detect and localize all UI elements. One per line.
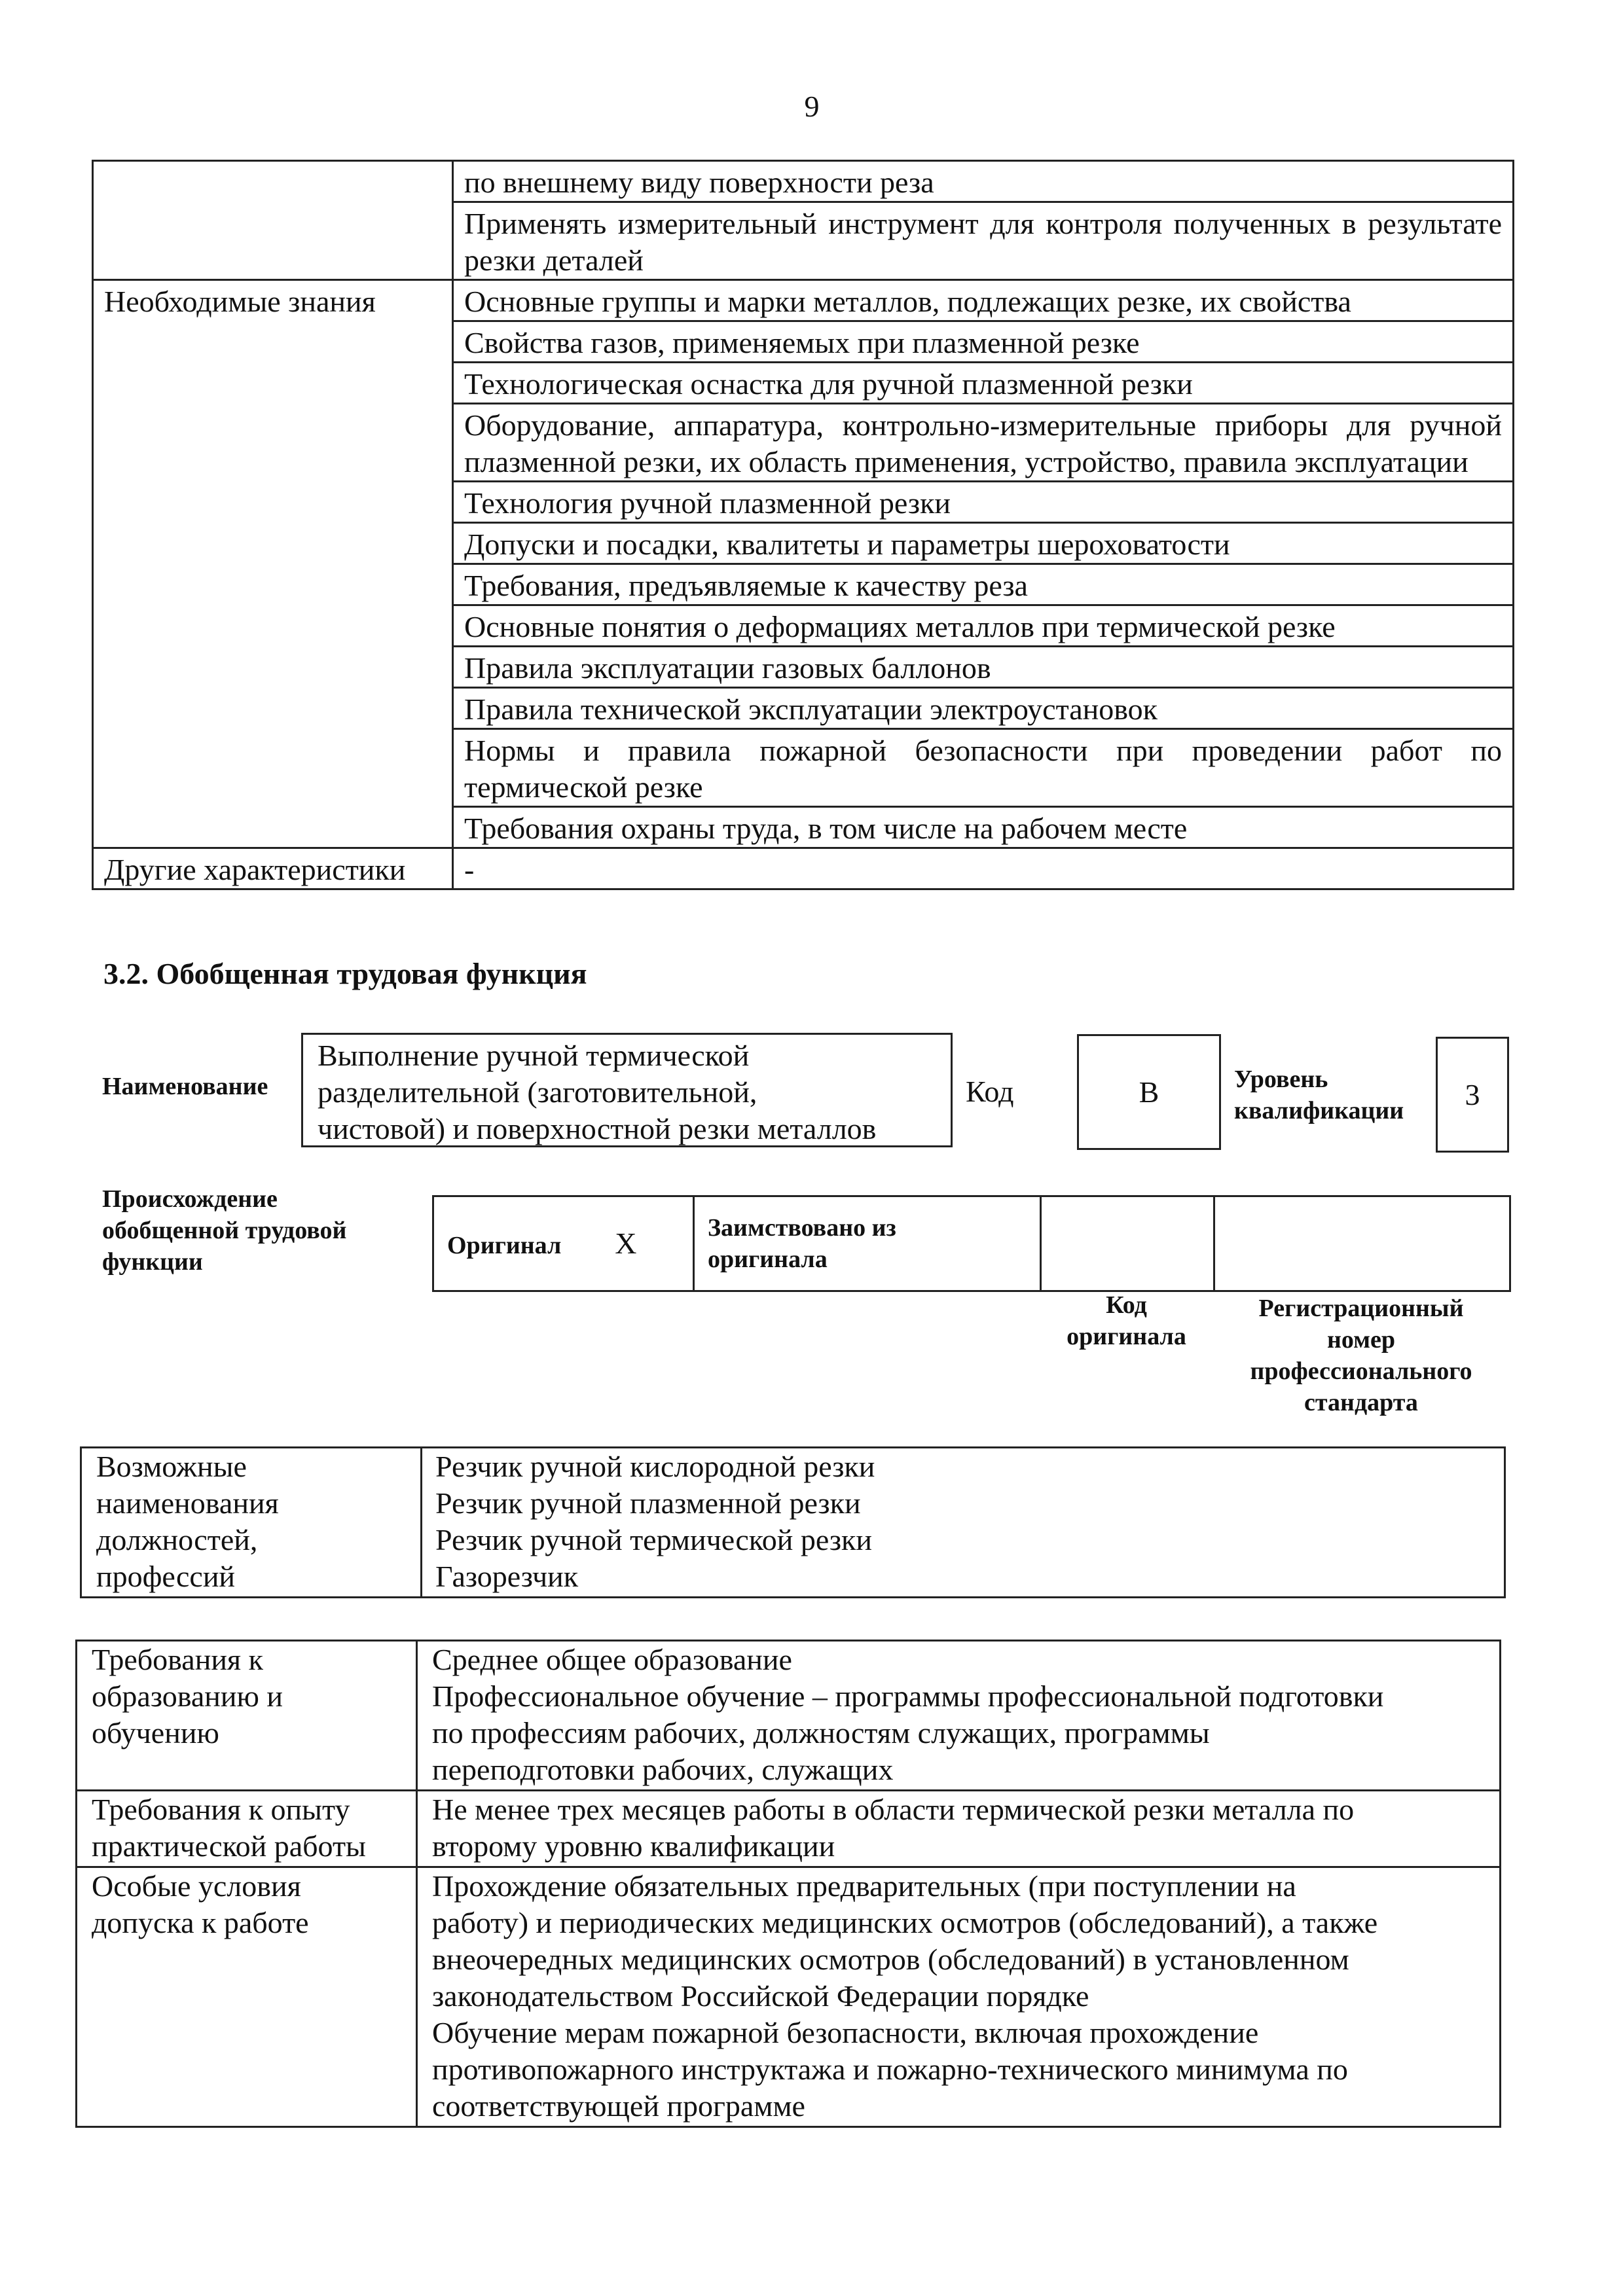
education-line: переподготовки рабочих, служащих bbox=[432, 1753, 894, 1786]
code-label: Код bbox=[966, 1075, 1014, 1108]
experience-label-line: практической работы bbox=[92, 1829, 366, 1863]
caption-code-line: Код bbox=[1106, 1291, 1147, 1319]
origin-table bbox=[432, 1195, 1511, 1292]
experience-line: второму уровню квалификации bbox=[432, 1829, 835, 1863]
borrowed-label-line: Заимствовано из bbox=[708, 1214, 896, 1242]
section-heading: 3.2. Обобщенная трудовая функция bbox=[103, 957, 587, 990]
conditions-line: внеочередных медицинских осмотров (обследований) в установленном bbox=[432, 1943, 1349, 1976]
conditions-line: Прохождение обязательных предварительных (при поступлении на bbox=[432, 1869, 1296, 1903]
name-label: Наименование bbox=[102, 1073, 268, 1100]
positions-table bbox=[80, 1446, 1506, 1598]
code-value: B bbox=[1077, 1034, 1221, 1150]
position-item: Газорезчик bbox=[435, 1560, 579, 1593]
education-value bbox=[417, 1641, 1501, 1791]
knowledge-row: Правила технической эксплуатации электроустановок bbox=[453, 688, 1514, 729]
origin-label bbox=[102, 1183, 346, 1278]
education-label-line: обучению bbox=[92, 1716, 219, 1749]
knowledge-row: Основные понятия о деформациях металлов при термической резке bbox=[453, 605, 1514, 647]
level-value: 3 bbox=[1436, 1037, 1509, 1153]
empty-label-cell bbox=[93, 161, 453, 280]
caption-code-line: оригинала bbox=[1067, 1323, 1186, 1350]
knowledge-row: Допуски и посадки, квалитеты и параметры шероховатости bbox=[453, 523, 1514, 564]
registration-number-cell bbox=[1214, 1196, 1510, 1291]
conditions-line: противопожарного инструктажа и пожарно-технического минимума по bbox=[432, 2053, 1348, 2086]
origin-label-line: обобщенной трудовой bbox=[102, 1217, 347, 1244]
knowledge-label: Необходимые знания bbox=[93, 280, 453, 848]
knowledge-row: Правила эксплуатации газовых баллонов bbox=[453, 647, 1514, 688]
conditions-line: Обучение мерам пожарной безопасности, включая прохождение bbox=[432, 2016, 1259, 2049]
knowledge-row: Основные группы и марки металлов, подлежащих резке, их свойства bbox=[453, 280, 1514, 321]
positions-label-line: наименования bbox=[96, 1486, 279, 1520]
positions-label-line: должностей, bbox=[96, 1523, 258, 1556]
level-label-line: квалификации bbox=[1234, 1097, 1404, 1124]
caption-reg-line: Регистрационный bbox=[1258, 1295, 1464, 1322]
education-line: по профессиям рабочих, должностям служащих, программы bbox=[432, 1716, 1210, 1749]
conditions-label-line: Особые условия bbox=[92, 1869, 301, 1903]
conditions-label-line: допуска к работе bbox=[92, 1906, 309, 1939]
experience-label bbox=[77, 1791, 417, 1867]
caption-reg-line: номер bbox=[1326, 1326, 1396, 1354]
knowledge-row: Технология ручной плазменной резки bbox=[453, 482, 1514, 523]
education-label bbox=[77, 1641, 417, 1791]
conditions-value bbox=[417, 1867, 1501, 2127]
positions-list bbox=[422, 1448, 1505, 1598]
skill-row: Применять измерительный инструмент для контроля полученных в результате резки деталей bbox=[453, 202, 1514, 280]
origin-label-line: Происхождение bbox=[102, 1185, 278, 1213]
knowledge-row: Требования, предъявляемые к качеству реза bbox=[453, 564, 1514, 605]
original-mark: X bbox=[615, 1227, 637, 1260]
original-label: Оригинал bbox=[447, 1232, 562, 1259]
conditions-label bbox=[77, 1867, 417, 2127]
page-number: 9 bbox=[804, 90, 820, 123]
positions-label bbox=[81, 1448, 422, 1598]
borrowed-cell bbox=[694, 1196, 1041, 1291]
caption-reg-line: профессионального bbox=[1250, 1357, 1472, 1385]
experience-value bbox=[417, 1791, 1501, 1867]
original-cell bbox=[433, 1196, 694, 1291]
conditions-line: работу) и периодических медицинских осмотров (обследований), а также bbox=[432, 1906, 1378, 1939]
position-item: Резчик ручной термической резки bbox=[435, 1523, 872, 1556]
level-label bbox=[1234, 1064, 1404, 1126]
education-label-line: образованию и bbox=[92, 1679, 283, 1713]
caption-reg-line: стандарта bbox=[1304, 1389, 1418, 1416]
position-item: Резчик ручной плазменной резки bbox=[435, 1486, 861, 1520]
function-name-line: чистовой) и поверхностной резки металлов bbox=[318, 1112, 877, 1145]
function-name-box bbox=[301, 1033, 953, 1147]
origin-label-line: функции bbox=[102, 1248, 203, 1276]
education-line: Профессиональное обучение – программы профессиональной подготовки bbox=[432, 1679, 1384, 1713]
knowledge-row: Свойства газов, применяемых при плазменной резке bbox=[453, 321, 1514, 363]
education-label-line: Требования к bbox=[92, 1643, 263, 1676]
other-label: Другие характеристики bbox=[93, 848, 453, 889]
knowledge-row: Технологическая оснастка для ручной плазменной резки bbox=[453, 363, 1514, 404]
conditions-line: соответствующей программе bbox=[432, 2089, 805, 2123]
conditions-line: законодательством Российской Федерации порядке bbox=[432, 1979, 1089, 2013]
experience-label-line: Требования к опыту bbox=[92, 1793, 350, 1826]
function-name-line: Выполнение ручной термической bbox=[318, 1039, 750, 1072]
borrowed-label-line: оригинала bbox=[708, 1246, 828, 1273]
knowledge-row: Требования охраны труда, в том числе на рабочем месте bbox=[453, 807, 1514, 848]
position-item: Резчик ручной кислородной резки bbox=[435, 1450, 875, 1483]
experience-line: Не менее трех месяцев работы в области термической резки металла по bbox=[432, 1793, 1355, 1826]
requirements-table bbox=[75, 1640, 1501, 2128]
knowledge-table bbox=[92, 160, 1514, 890]
caption-code bbox=[1040, 1289, 1213, 1352]
level-label-line: Уровень bbox=[1234, 1066, 1328, 1093]
positions-label-line: профессий bbox=[96, 1560, 236, 1593]
positions-label-line: Возможные bbox=[96, 1450, 247, 1483]
knowledge-row: Оборудование, аппаратура, контрольно-измерительные приборы для ручной плазменной резки, их область применения, устройство, правила эксплуатации bbox=[453, 404, 1514, 482]
knowledge-row: Нормы и правила пожарной безопасности при проведении работ по термической резке bbox=[453, 729, 1514, 807]
education-line: Среднее общее образование bbox=[432, 1643, 792, 1676]
skill-row: по внешнему виду поверхности реза bbox=[453, 161, 1514, 202]
other-value: - bbox=[453, 848, 1514, 889]
original-code-cell bbox=[1041, 1196, 1214, 1291]
caption-registration bbox=[1213, 1293, 1509, 1418]
function-name-line: разделительной (заготовительной, bbox=[318, 1075, 757, 1109]
